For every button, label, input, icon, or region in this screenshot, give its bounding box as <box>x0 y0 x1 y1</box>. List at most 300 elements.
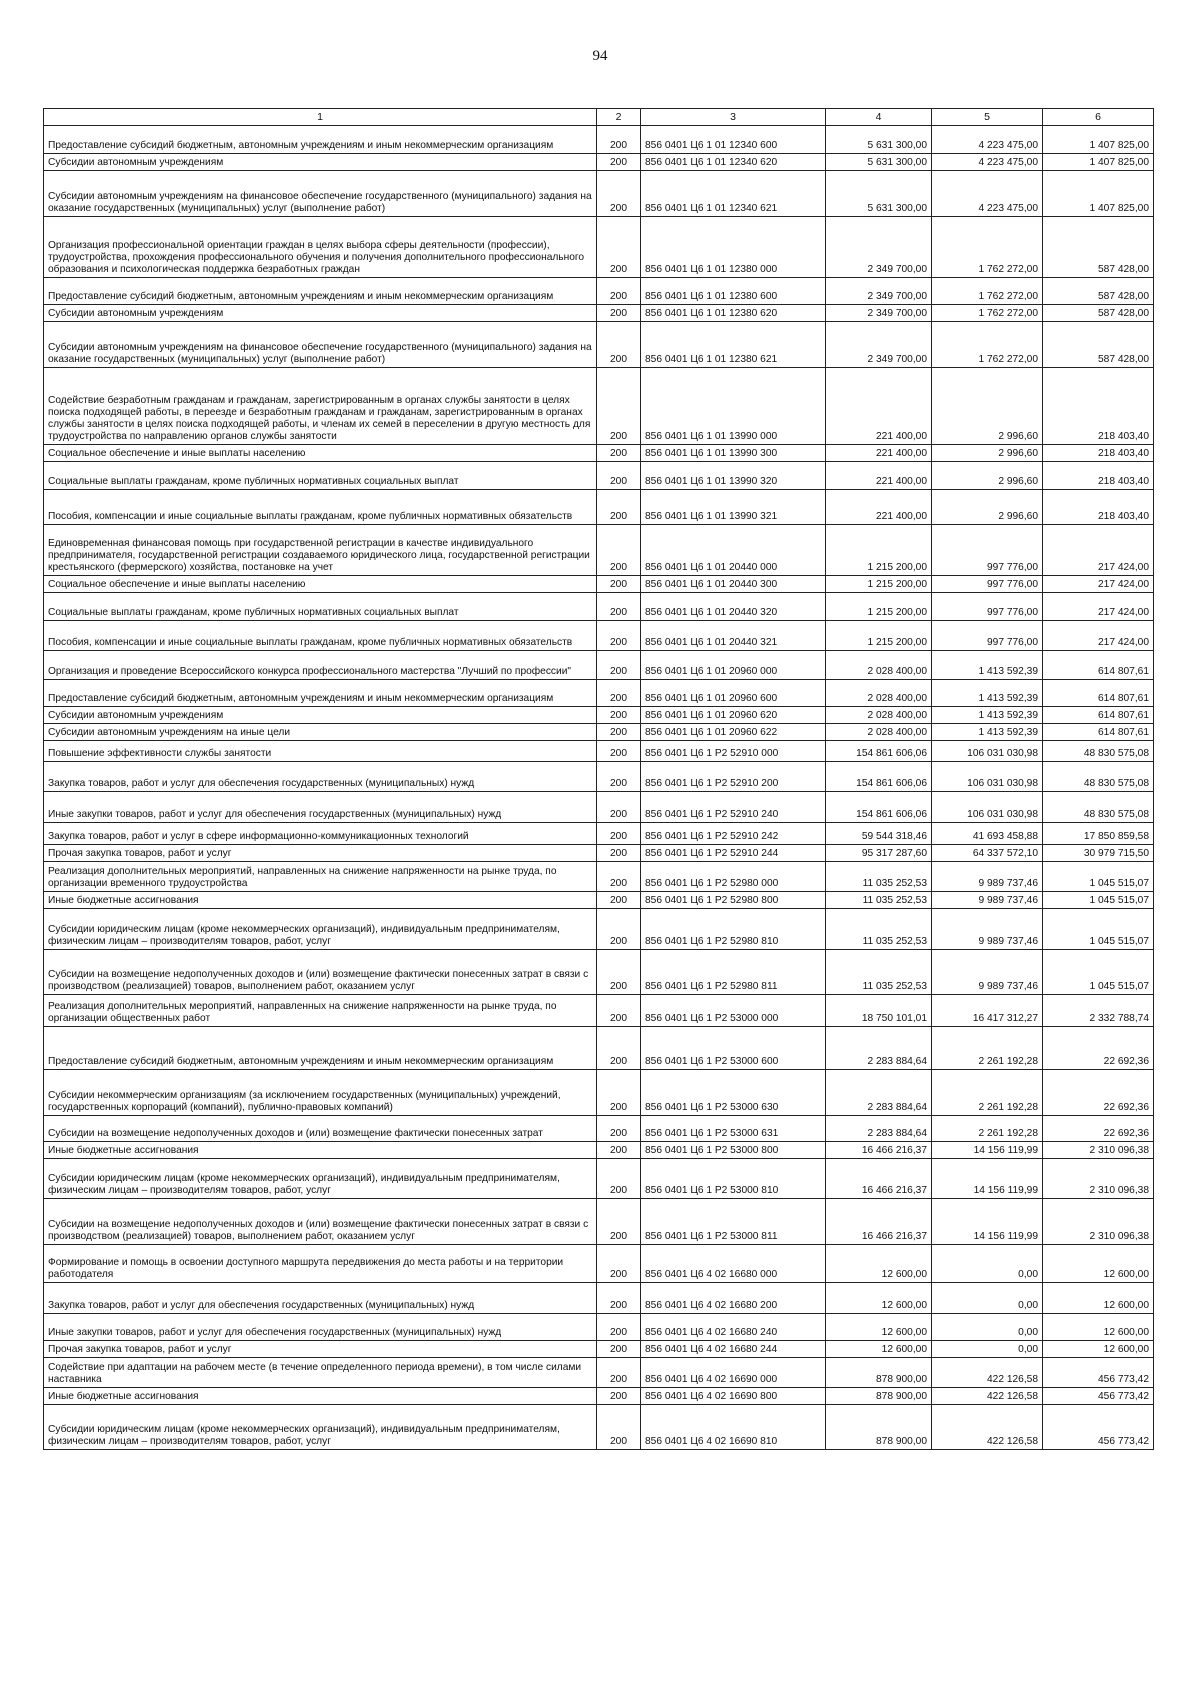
row-code: 200 <box>597 724 641 741</box>
row-value-col6: 22 692,36 <box>1043 1027 1154 1070</box>
row-value-col4: 16 466 216,37 <box>826 1142 932 1159</box>
row-code: 200 <box>597 462 641 490</box>
row-value-col6: 30 979 715,50 <box>1043 845 1154 862</box>
row-classification: 856 0401 Ц6 4 02 16690 800 <box>641 1388 826 1405</box>
table-row <box>44 1027 1154 1070</box>
row-classification: 856 0401 Ц6 1 01 13990 321 <box>641 490 826 525</box>
row-code: 200 <box>597 651 641 680</box>
row-value-col6: 22 692,36 <box>1043 1070 1154 1116</box>
row-name: Субсидии автономным учреждениям на финансовое обеспечение государственного (муниципального) задания на оказание государственных (муниципальных) услуг (выполнение работ) <box>44 171 597 217</box>
table-row <box>44 322 1154 368</box>
row-value-col4: 221 400,00 <box>826 462 932 490</box>
table-row <box>44 1142 1154 1159</box>
row-value-col4: 2 283 884,64 <box>826 1070 932 1116</box>
table-row <box>44 995 1154 1027</box>
row-value-col5: 16 417 312,27 <box>932 995 1043 1027</box>
row-code: 200 <box>597 950 641 995</box>
row-classification: 856 0401 Ц6 1 P2 52980 810 <box>641 909 826 950</box>
row-value-col4: 2 028 400,00 <box>826 680 932 707</box>
row-value-col5: 0,00 <box>932 1314 1043 1341</box>
row-value-col6: 1 045 515,07 <box>1043 862 1154 892</box>
row-code: 200 <box>597 445 641 462</box>
table-row <box>44 1341 1154 1358</box>
row-value-col4: 12 600,00 <box>826 1341 932 1358</box>
row-value-col5: 106 031 030,98 <box>932 741 1043 762</box>
table-row <box>44 651 1154 680</box>
row-value-col4: 2 283 884,64 <box>826 1027 932 1070</box>
row-classification: 856 0401 Ц6 4 02 16680 000 <box>641 1245 826 1283</box>
row-name: Субсидии некоммерческим организациям (за исключением государственных (муниципальных) учреждений, государственных корпораций (компаний), публично-правовых компаний) <box>44 1070 597 1116</box>
table-row <box>44 576 1154 593</box>
table-row <box>44 1358 1154 1388</box>
row-value-col5: 2 261 192,28 <box>932 1070 1043 1116</box>
row-value-col6: 12 600,00 <box>1043 1245 1154 1283</box>
row-value-col6: 587 428,00 <box>1043 278 1154 305</box>
row-classification: 856 0401 Ц6 1 P2 52910 000 <box>641 741 826 762</box>
header-cell-1: 1 <box>44 109 597 126</box>
row-classification: 856 0401 Ц6 1 01 12380 621 <box>641 322 826 368</box>
row-code: 200 <box>597 909 641 950</box>
row-value-col4: 18 750 101,01 <box>826 995 932 1027</box>
row-code: 200 <box>597 1358 641 1388</box>
row-value-col5: 4 223 475,00 <box>932 154 1043 171</box>
row-name: Субсидии автономным учреждениям <box>44 707 597 724</box>
row-classification: 856 0401 Ц6 1 01 20960 000 <box>641 651 826 680</box>
row-classification: 856 0401 Ц6 1 01 20960 600 <box>641 680 826 707</box>
row-value-col6: 614 807,61 <box>1043 724 1154 741</box>
table-row <box>44 862 1154 892</box>
row-value-col4: 154 861 606,06 <box>826 741 932 762</box>
table-row <box>44 621 1154 651</box>
row-code: 200 <box>597 1159 641 1199</box>
row-name: Субсидии автономным учреждениям на иные цели <box>44 724 597 741</box>
row-value-col6: 1 045 515,07 <box>1043 950 1154 995</box>
row-code: 200 <box>597 892 641 909</box>
row-classification: 856 0401 Ц6 1 P2 52910 244 <box>641 845 826 862</box>
row-value-col4: 878 900,00 <box>826 1405 932 1450</box>
row-name: Субсидии на возмещение недополученных доходов и (или) возмещение фактически понесенных затрат в связи с производством (реализацией) товаров, выполнением работ, оказанием услуг <box>44 1199 597 1245</box>
row-classification: 856 0401 Ц6 1 P2 53000 630 <box>641 1070 826 1116</box>
row-classification: 856 0401 Ц6 1 P2 53000 811 <box>641 1199 826 1245</box>
row-classification: 856 0401 Ц6 1 01 12380 600 <box>641 278 826 305</box>
row-value-col6: 1 407 825,00 <box>1043 171 1154 217</box>
table-row <box>44 1245 1154 1283</box>
row-classification: 856 0401 Ц6 1 P2 53000 600 <box>641 1027 826 1070</box>
row-code: 200 <box>597 680 641 707</box>
row-classification: 856 0401 Ц6 1 P2 53000 000 <box>641 995 826 1027</box>
row-value-col6: 22 692,36 <box>1043 1116 1154 1142</box>
row-code: 200 <box>597 1070 641 1116</box>
row-value-col5: 422 126,58 <box>932 1405 1043 1450</box>
row-value-col5: 0,00 <box>932 1341 1043 1358</box>
row-classification: 856 0401 Ц6 1 01 12340 621 <box>641 171 826 217</box>
row-classification: 856 0401 Ц6 1 01 13990 000 <box>641 368 826 445</box>
row-name: Субсидии юридическим лицам (кроме некоммерческих организаций), индивидуальным предпринимателям, физическим лицам – производителям товаров, работ, услуг <box>44 1405 597 1450</box>
table-row <box>44 680 1154 707</box>
row-value-col5: 2 996,60 <box>932 462 1043 490</box>
row-value-col4: 12 600,00 <box>826 1314 932 1341</box>
row-classification: 856 0401 Ц6 1 P2 52980 000 <box>641 862 826 892</box>
row-value-col4: 12 600,00 <box>826 1283 932 1314</box>
header-cell-3: 3 <box>641 109 826 126</box>
row-name: Формирование и помощь в освоении доступного маршрута передвижения до места работы и на территории работодателя <box>44 1245 597 1283</box>
page-number: 94 <box>592 48 608 64</box>
row-code: 200 <box>597 217 641 278</box>
row-value-col6: 456 773,42 <box>1043 1388 1154 1405</box>
row-code: 200 <box>597 593 641 621</box>
row-value-col4: 11 035 252,53 <box>826 909 932 950</box>
row-classification: 856 0401 Ц6 4 02 16690 810 <box>641 1405 826 1450</box>
table-row <box>44 593 1154 621</box>
row-value-col4: 2 028 400,00 <box>826 724 932 741</box>
row-value-col6: 48 830 575,08 <box>1043 792 1154 823</box>
row-code: 200 <box>597 278 641 305</box>
row-value-col6: 48 830 575,08 <box>1043 762 1154 792</box>
table-row <box>44 892 1154 909</box>
table-row <box>44 950 1154 995</box>
row-value-col5: 1 762 272,00 <box>932 278 1043 305</box>
table-row <box>44 154 1154 171</box>
row-value-col4: 2 349 700,00 <box>826 305 932 322</box>
row-code: 200 <box>597 576 641 593</box>
row-code: 200 <box>597 1199 641 1245</box>
row-value-col6: 587 428,00 <box>1043 305 1154 322</box>
table-row <box>44 1159 1154 1199</box>
row-value-col6: 217 424,00 <box>1043 525 1154 576</box>
row-name: Содействие безработным гражданам и гражданам, зарегистрированным в органах службы занятости в целях поиска подходящей работы, в переезде и безработным гражданам и гражданам, зарегистрированным в органах службы занятости в целях поиска подходящей работы, и членам их семей в переселении в другую местность для трудоустройства по направлению органов службы занятости <box>44 368 597 445</box>
row-classification: 856 0401 Ц6 1 P2 53000 631 <box>641 1116 826 1142</box>
row-code: 200 <box>597 1341 641 1358</box>
row-value-col4: 878 900,00 <box>826 1358 932 1388</box>
row-classification: 856 0401 Ц6 1 01 12340 600 <box>641 126 826 154</box>
row-value-col6: 2 310 096,38 <box>1043 1159 1154 1199</box>
row-name: Закупка товаров, работ и услуг для обеспечения государственных (муниципальных) нужд <box>44 762 597 792</box>
row-classification: 856 0401 Ц6 1 01 20440 320 <box>641 593 826 621</box>
row-name: Социальные выплаты гражданам, кроме публичных нормативных социальных выплат <box>44 593 597 621</box>
row-name: Повышение эффективности службы занятости <box>44 741 597 762</box>
row-value-col5: 9 989 737,46 <box>932 909 1043 950</box>
row-name: Пособия, компенсации и иные социальные выплаты гражданам, кроме публичных нормативных обязательств <box>44 490 597 525</box>
row-name: Организация профессиональной ориентации граждан в целях выбора сферы деятельности (профессии), трудоустройства, прохождения профессионального обучения и получения дополнительного профессионального образования и психологическая поддержка безработных граждан <box>44 217 597 278</box>
row-value-col5: 9 989 737,46 <box>932 892 1043 909</box>
row-value-col4: 878 900,00 <box>826 1388 932 1405</box>
row-value-col6: 614 807,61 <box>1043 680 1154 707</box>
row-value-col4: 12 600,00 <box>826 1245 932 1283</box>
row-name: Реализация дополнительных мероприятий, направленных на снижение напряженности на рынке труда, по организации общественных работ <box>44 995 597 1027</box>
row-value-col4: 1 215 200,00 <box>826 576 932 593</box>
row-value-col4: 2 028 400,00 <box>826 651 932 680</box>
table-row <box>44 762 1154 792</box>
row-classification: 856 0401 Ц6 1 P2 52980 811 <box>641 950 826 995</box>
table-row <box>44 171 1154 217</box>
row-value-col6: 587 428,00 <box>1043 217 1154 278</box>
row-value-col6: 614 807,61 <box>1043 707 1154 724</box>
row-name: Иные бюджетные ассигнования <box>44 1142 597 1159</box>
row-value-col4: 221 400,00 <box>826 445 932 462</box>
row-value-col5: 14 156 119,99 <box>932 1199 1043 1245</box>
row-classification: 856 0401 Ц6 4 02 16680 240 <box>641 1314 826 1341</box>
row-value-col4: 154 861 606,06 <box>826 762 932 792</box>
row-value-col6: 218 403,40 <box>1043 462 1154 490</box>
row-code: 200 <box>597 862 641 892</box>
header-cell-5: 5 <box>932 109 1043 126</box>
row-value-col4: 11 035 252,53 <box>826 862 932 892</box>
row-classification: 856 0401 Ц6 1 01 20440 321 <box>641 621 826 651</box>
row-code: 200 <box>597 741 641 762</box>
table-row <box>44 823 1154 845</box>
table-row <box>44 1199 1154 1245</box>
row-value-col6: 614 807,61 <box>1043 651 1154 680</box>
table-row <box>44 462 1154 490</box>
row-name: Социальные выплаты гражданам, кроме публичных нормативных социальных выплат <box>44 462 597 490</box>
row-value-col4: 221 400,00 <box>826 368 932 445</box>
row-code: 200 <box>597 1314 641 1341</box>
row-value-col4: 59 544 318,46 <box>826 823 932 845</box>
table-row <box>44 1388 1154 1405</box>
row-name: Субсидии автономным учреждениям на финансовое обеспечение государственного (муниципального) задания на оказание государственных (муниципальных) услуг (выполнение работ) <box>44 322 597 368</box>
row-value-col6: 2 332 788,74 <box>1043 995 1154 1027</box>
row-value-col4: 154 861 606,06 <box>826 792 932 823</box>
row-classification: 856 0401 Ц6 1 P2 53000 800 <box>641 1142 826 1159</box>
table-row <box>44 909 1154 950</box>
row-value-col6: 587 428,00 <box>1043 322 1154 368</box>
row-code: 200 <box>597 525 641 576</box>
row-value-col4: 2 349 700,00 <box>826 278 932 305</box>
row-value-col5: 422 126,58 <box>932 1388 1043 1405</box>
row-name: Субсидии юридическим лицам (кроме некоммерческих организаций), индивидуальным предпринимателям, физическим лицам – производителям товаров, работ, услуг <box>44 1159 597 1199</box>
row-code: 200 <box>597 322 641 368</box>
row-value-col4: 1 215 200,00 <box>826 525 932 576</box>
row-value-col4: 1 215 200,00 <box>826 593 932 621</box>
row-name: Иные бюджетные ассигнования <box>44 892 597 909</box>
row-value-col4: 5 631 300,00 <box>826 126 932 154</box>
row-value-col6: 218 403,40 <box>1043 368 1154 445</box>
table-row <box>44 724 1154 741</box>
row-name: Предоставление субсидий бюджетным, автономным учреждениям и иным некоммерческим организациям <box>44 680 597 707</box>
row-value-col4: 5 631 300,00 <box>826 171 932 217</box>
row-code: 200 <box>597 621 641 651</box>
row-classification: 856 0401 Ц6 1 01 20960 620 <box>641 707 826 724</box>
row-value-col4: 16 466 216,37 <box>826 1199 932 1245</box>
row-value-col4: 1 215 200,00 <box>826 621 932 651</box>
row-classification: 856 0401 Ц6 4 02 16680 244 <box>641 1341 826 1358</box>
row-name: Субсидии автономным учреждениям <box>44 305 597 322</box>
row-code: 200 <box>597 995 641 1027</box>
row-classification: 856 0401 Ц6 1 01 12340 620 <box>641 154 826 171</box>
row-code: 200 <box>597 845 641 862</box>
row-name: Иные бюджетные ассигнования <box>44 1388 597 1405</box>
row-value-col5: 2 996,60 <box>932 490 1043 525</box>
row-code: 200 <box>597 792 641 823</box>
table-row <box>44 741 1154 762</box>
row-code: 200 <box>597 762 641 792</box>
header-cell-6: 6 <box>1043 109 1154 126</box>
row-value-col5: 2 996,60 <box>932 445 1043 462</box>
row-classification: 856 0401 Ц6 1 01 20440 300 <box>641 576 826 593</box>
row-value-col5: 422 126,58 <box>932 1358 1043 1388</box>
row-code: 200 <box>597 1027 641 1070</box>
table-row <box>44 525 1154 576</box>
row-name: Организация и проведение Всероссийского конкурса профессионального мастерства "Лучший по профессии" <box>44 651 597 680</box>
row-code: 200 <box>597 1283 641 1314</box>
row-value-col5: 1 762 272,00 <box>932 305 1043 322</box>
row-classification: 856 0401 Ц6 1 P2 52910 240 <box>641 792 826 823</box>
row-value-col4: 2 028 400,00 <box>826 707 932 724</box>
row-classification: 856 0401 Ц6 1 01 20440 000 <box>641 525 826 576</box>
row-value-col6: 456 773,42 <box>1043 1405 1154 1450</box>
table-body <box>44 126 1154 1450</box>
row-classification: 856 0401 Ц6 1 01 13990 300 <box>641 445 826 462</box>
row-name: Прочая закупка товаров, работ и услуг <box>44 1341 597 1358</box>
table-header <box>44 109 1154 126</box>
row-value-col6: 48 830 575,08 <box>1043 741 1154 762</box>
row-value-col6: 1 407 825,00 <box>1043 154 1154 171</box>
row-value-col5: 4 223 475,00 <box>932 126 1043 154</box>
row-value-col5: 1 413 592,39 <box>932 680 1043 707</box>
table-row <box>44 217 1154 278</box>
row-value-col5: 1 413 592,39 <box>932 724 1043 741</box>
row-name: Социальное обеспечение и иные выплаты населению <box>44 576 597 593</box>
table-row <box>44 1070 1154 1116</box>
row-code: 200 <box>597 1388 641 1405</box>
row-value-col6: 456 773,42 <box>1043 1358 1154 1388</box>
row-value-col5: 14 156 119,99 <box>932 1142 1043 1159</box>
row-code: 200 <box>597 1116 641 1142</box>
budget-table <box>43 108 1154 1450</box>
row-name: Прочая закупка товаров, работ и услуг <box>44 845 597 862</box>
row-value-col5: 9 989 737,46 <box>932 950 1043 995</box>
row-value-col6: 218 403,40 <box>1043 490 1154 525</box>
header-cell-2: 2 <box>597 109 641 126</box>
header-row <box>44 109 1154 126</box>
row-classification: 856 0401 Ц6 4 02 16690 000 <box>641 1358 826 1388</box>
row-name: Субсидии на возмещение недополученных доходов и (или) возмещение фактически понесенных затрат в связи с производством (реализацией) товаров, выполнением работ, оказанием услуг <box>44 950 597 995</box>
row-name: Пособия, компенсации и иные социальные выплаты гражданам, кроме публичных нормативных обязательств <box>44 621 597 651</box>
row-value-col6: 217 424,00 <box>1043 593 1154 621</box>
row-classification: 856 0401 Ц6 1 01 12380 620 <box>641 305 826 322</box>
row-value-col6: 217 424,00 <box>1043 576 1154 593</box>
table-row <box>44 1314 1154 1341</box>
row-code: 200 <box>597 305 641 322</box>
row-value-col6: 1 045 515,07 <box>1043 892 1154 909</box>
row-classification: 856 0401 Ц6 1 P2 52980 800 <box>641 892 826 909</box>
row-classification: 856 0401 Ц6 1 P2 53000 810 <box>641 1159 826 1199</box>
row-value-col5: 14 156 119,99 <box>932 1159 1043 1199</box>
row-name: Реализация дополнительных мероприятий, направленных на снижение напряженности на рынке труда, по организации временного трудоустройства <box>44 862 597 892</box>
row-name: Закупка товаров, работ и услуг в сфере информационно-коммуникационных технологий <box>44 823 597 845</box>
row-name: Содействие при адаптации на рабочем месте (в течение определенного периода времени), в том числе силами наставника <box>44 1358 597 1388</box>
row-classification: 856 0401 Ц6 1 P2 52910 242 <box>641 823 826 845</box>
row-value-col4: 2 349 700,00 <box>826 322 932 368</box>
row-name: Субсидии на возмещение недополученных доходов и (или) возмещение фактически понесенных затрат <box>44 1116 597 1142</box>
row-value-col5: 997 776,00 <box>932 621 1043 651</box>
row-value-col6: 218 403,40 <box>1043 445 1154 462</box>
row-value-col6: 17 850 859,58 <box>1043 823 1154 845</box>
row-value-col4: 2 349 700,00 <box>826 217 932 278</box>
row-value-col6: 12 600,00 <box>1043 1283 1154 1314</box>
table-row <box>44 707 1154 724</box>
row-code: 200 <box>597 368 641 445</box>
table-row <box>44 368 1154 445</box>
row-name: Предоставление субсидий бюджетным, автономным учреждениям и иным некоммерческим организациям <box>44 278 597 305</box>
row-value-col5: 106 031 030,98 <box>932 762 1043 792</box>
row-value-col4: 5 631 300,00 <box>826 154 932 171</box>
table-row <box>44 792 1154 823</box>
row-value-col6: 12 600,00 <box>1043 1341 1154 1358</box>
row-value-col5: 0,00 <box>932 1283 1043 1314</box>
row-code: 200 <box>597 1142 641 1159</box>
row-code: 200 <box>597 1245 641 1283</box>
row-name: Единовременная финансовая помощь при государственной регистрации в качестве индивидуального предпринимателя, государственной регистрации создаваемого юридического лица, государственной регистрации крестьянского (фермерского) хозяйства, постановке на учет <box>44 525 597 576</box>
row-code: 200 <box>597 707 641 724</box>
row-code: 200 <box>597 171 641 217</box>
row-value-col5: 997 776,00 <box>932 525 1043 576</box>
row-code: 200 <box>597 154 641 171</box>
row-value-col5: 1 762 272,00 <box>932 217 1043 278</box>
table-row <box>44 1405 1154 1450</box>
header-cell-4: 4 <box>826 109 932 126</box>
row-value-col5: 64 337 572,10 <box>932 845 1043 862</box>
row-classification: 856 0401 Ц6 1 P2 52910 200 <box>641 762 826 792</box>
row-classification: 856 0401 Ц6 1 01 12380 000 <box>641 217 826 278</box>
row-value-col6: 1 045 515,07 <box>1043 909 1154 950</box>
row-value-col6: 2 310 096,38 <box>1043 1142 1154 1159</box>
row-value-col5: 997 776,00 <box>932 576 1043 593</box>
row-name: Социальное обеспечение и иные выплаты населению <box>44 445 597 462</box>
table-row <box>44 1283 1154 1314</box>
row-classification: 856 0401 Ц6 4 02 16680 200 <box>641 1283 826 1314</box>
row-value-col5: 997 776,00 <box>932 593 1043 621</box>
row-value-col6: 12 600,00 <box>1043 1314 1154 1341</box>
table-row <box>44 445 1154 462</box>
table-row <box>44 305 1154 322</box>
table-row <box>44 126 1154 154</box>
row-value-col6: 1 407 825,00 <box>1043 126 1154 154</box>
row-value-col5: 1 413 592,39 <box>932 651 1043 680</box>
table-row <box>44 845 1154 862</box>
table-row <box>44 278 1154 305</box>
row-code: 200 <box>597 490 641 525</box>
table-row <box>44 490 1154 525</box>
row-name: Закупка товаров, работ и услуг для обеспечения государственных (муниципальных) нужд <box>44 1283 597 1314</box>
row-name: Иные закупки товаров, работ и услуг для обеспечения государственных (муниципальных) нужд <box>44 792 597 823</box>
row-value-col6: 2 310 096,38 <box>1043 1199 1154 1245</box>
row-value-col6: 217 424,00 <box>1043 621 1154 651</box>
row-value-col5: 41 693 458,88 <box>932 823 1043 845</box>
row-value-col5: 2 996,60 <box>932 368 1043 445</box>
row-value-col5: 4 223 475,00 <box>932 171 1043 217</box>
row-value-col4: 11 035 252,53 <box>826 950 932 995</box>
row-value-col4: 16 466 216,37 <box>826 1159 932 1199</box>
row-name: Предоставление субсидий бюджетным, автономным учреждениям и иным некоммерческим организациям <box>44 1027 597 1070</box>
table-row <box>44 1116 1154 1142</box>
row-name: Субсидии автономным учреждениям <box>44 154 597 171</box>
row-code: 200 <box>597 823 641 845</box>
row-name: Субсидии юридическим лицам (кроме некоммерческих организаций), индивидуальным предпринимателям, физическим лицам – производителям товаров, работ, услуг <box>44 909 597 950</box>
row-value-col5: 0,00 <box>932 1245 1043 1283</box>
row-value-col4: 221 400,00 <box>826 490 932 525</box>
row-value-col5: 2 261 192,28 <box>932 1027 1043 1070</box>
row-value-col5: 1 762 272,00 <box>932 322 1043 368</box>
row-name: Иные закупки товаров, работ и услуг для обеспечения государственных (муниципальных) нужд <box>44 1314 597 1341</box>
row-classification: 856 0401 Ц6 1 01 20960 622 <box>641 724 826 741</box>
row-value-col5: 106 031 030,98 <box>932 792 1043 823</box>
row-value-col4: 11 035 252,53 <box>826 892 932 909</box>
row-value-col5: 1 413 592,39 <box>932 707 1043 724</box>
row-value-col4: 2 283 884,64 <box>826 1116 932 1142</box>
row-code: 200 <box>597 1405 641 1450</box>
row-classification: 856 0401 Ц6 1 01 13990 320 <box>641 462 826 490</box>
